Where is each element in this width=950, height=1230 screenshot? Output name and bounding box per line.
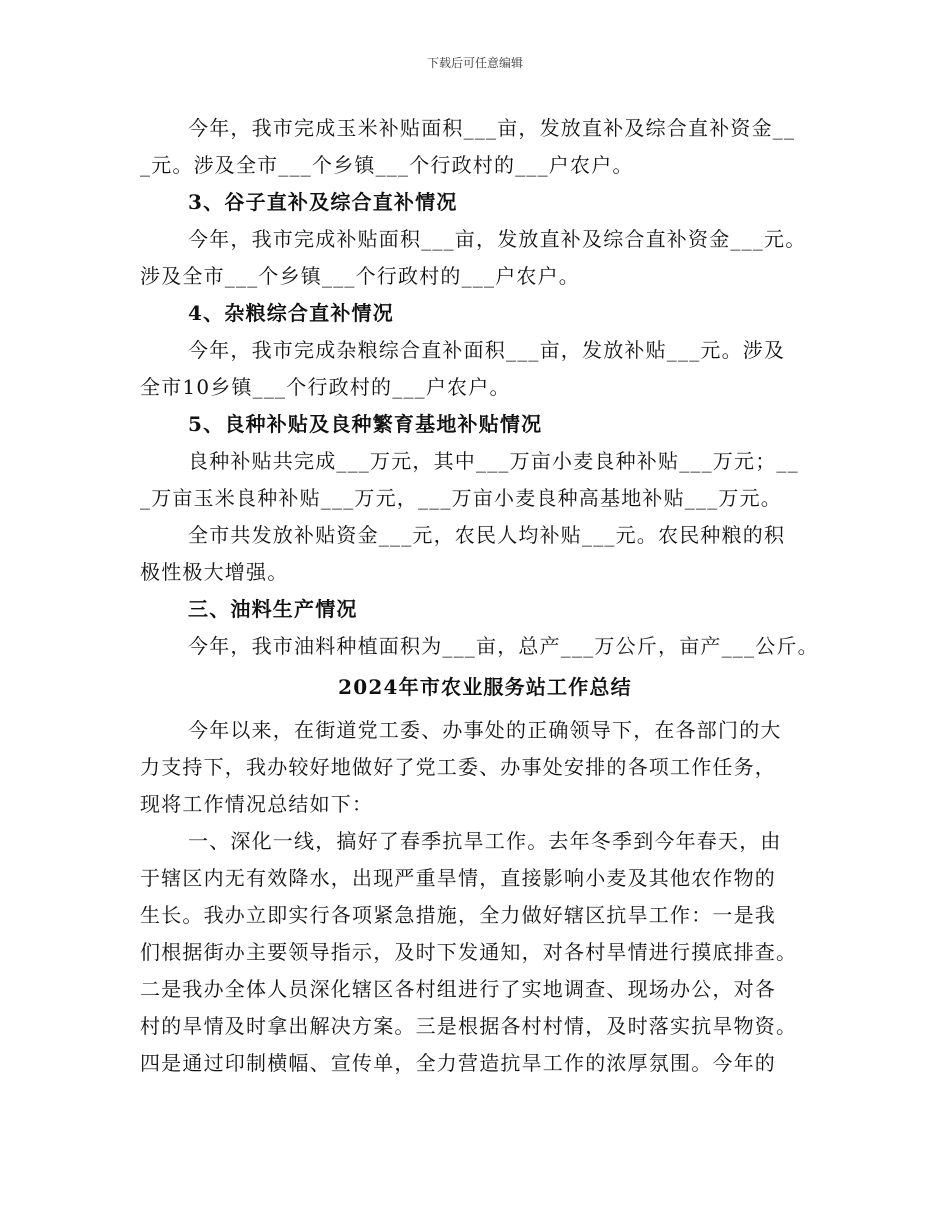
paragraph-line: 生长。我办立即实行各项紧急措施，全力做好辖区抗旱工作：一是我 <box>140 903 776 927</box>
paragraph-line: 今年，我市完成补贴面积___亩，发放直补及综合直补资金___元。 <box>188 227 807 251</box>
section-heading: 三、油料生产情况 <box>188 597 358 621</box>
paragraph-line: 力支持下，我办较好地做好了党工委、办事处安排的各项工作任务， <box>140 755 776 779</box>
paragraph-line: 今年，我市油料种植面积为___亩，总产___万公斤，亩产___公斤。 <box>188 634 819 658</box>
paragraph-line: 于辖区内无有效降水，出现严重旱情，直接影响小麦及其他农作物的 <box>140 866 776 890</box>
document-body <box>140 110 830 1082</box>
paragraph-line: 全市共发放补贴资金___元，农民人均补贴___元。农民种粮的积 <box>188 523 786 547</box>
paragraph-line: 二是我办全体人员深化辖区各村组进行了实地调查、现场办公，对各 <box>140 977 776 1001</box>
paragraph-line: 极性极大增强。 <box>140 560 289 584</box>
page-header: 下载后可任意编辑 <box>426 56 523 70</box>
paragraph-line: 现将工作情况总结如下： <box>140 792 374 816</box>
section-heading: 5、良种补贴及良种繁育基地补贴情况 <box>188 412 543 436</box>
section-heading: 3、谷子直补及综合直补情况 <box>188 190 458 214</box>
paragraph-line: 们根据街办主要领导指示，及时下发通知，对各村旱情进行摸底排查。 <box>140 940 798 964</box>
paragraph-line: 涉及全市___个乡镇___个行政村的___户农户。 <box>140 264 580 288</box>
document-title: 2024年市农业服务站工作总结 <box>338 675 632 699</box>
section-heading: 4、杂粮综合直补情况 <box>188 301 394 325</box>
paragraph-line: 今年，我市完成杂粮综合直补面积___亩，发放补贴___元。涉及 <box>188 338 786 362</box>
paragraph-line: 村的旱情及时拿出解决方案。三是根据各村村情，及时落实抗旱物资。 <box>140 1014 798 1038</box>
paragraph-line: 四是通过印制横幅、宣传单，全力营造抗旱工作的浓厚氛围。今年的 <box>140 1051 776 1075</box>
paragraph-line: 一、深化一线，搞好了春季抗旱工作。去年冬季到今年春天，由 <box>188 829 782 853</box>
paragraph-line: 今年以来，在街道党工委、办事处的正确领导下，在各部门的大 <box>188 718 782 742</box>
paragraph-line: _元。涉及全市___个乡镇___个行政村的___户农户。 <box>140 153 634 177</box>
paragraph-line: _万亩玉米良种补贴___万元，___万亩小麦良种高基地补贴___万元。 <box>140 486 782 510</box>
paragraph-line: 今年，我市完成玉米补贴面积___亩，发放直补及综合直补资金__ <box>188 116 796 140</box>
paragraph-line: 全市10乡镇___个行政村的___户农户。 <box>140 375 511 399</box>
paragraph-line: 良种补贴共完成___万元，其中___万亩小麦良种补贴___万元；__ <box>188 449 799 473</box>
